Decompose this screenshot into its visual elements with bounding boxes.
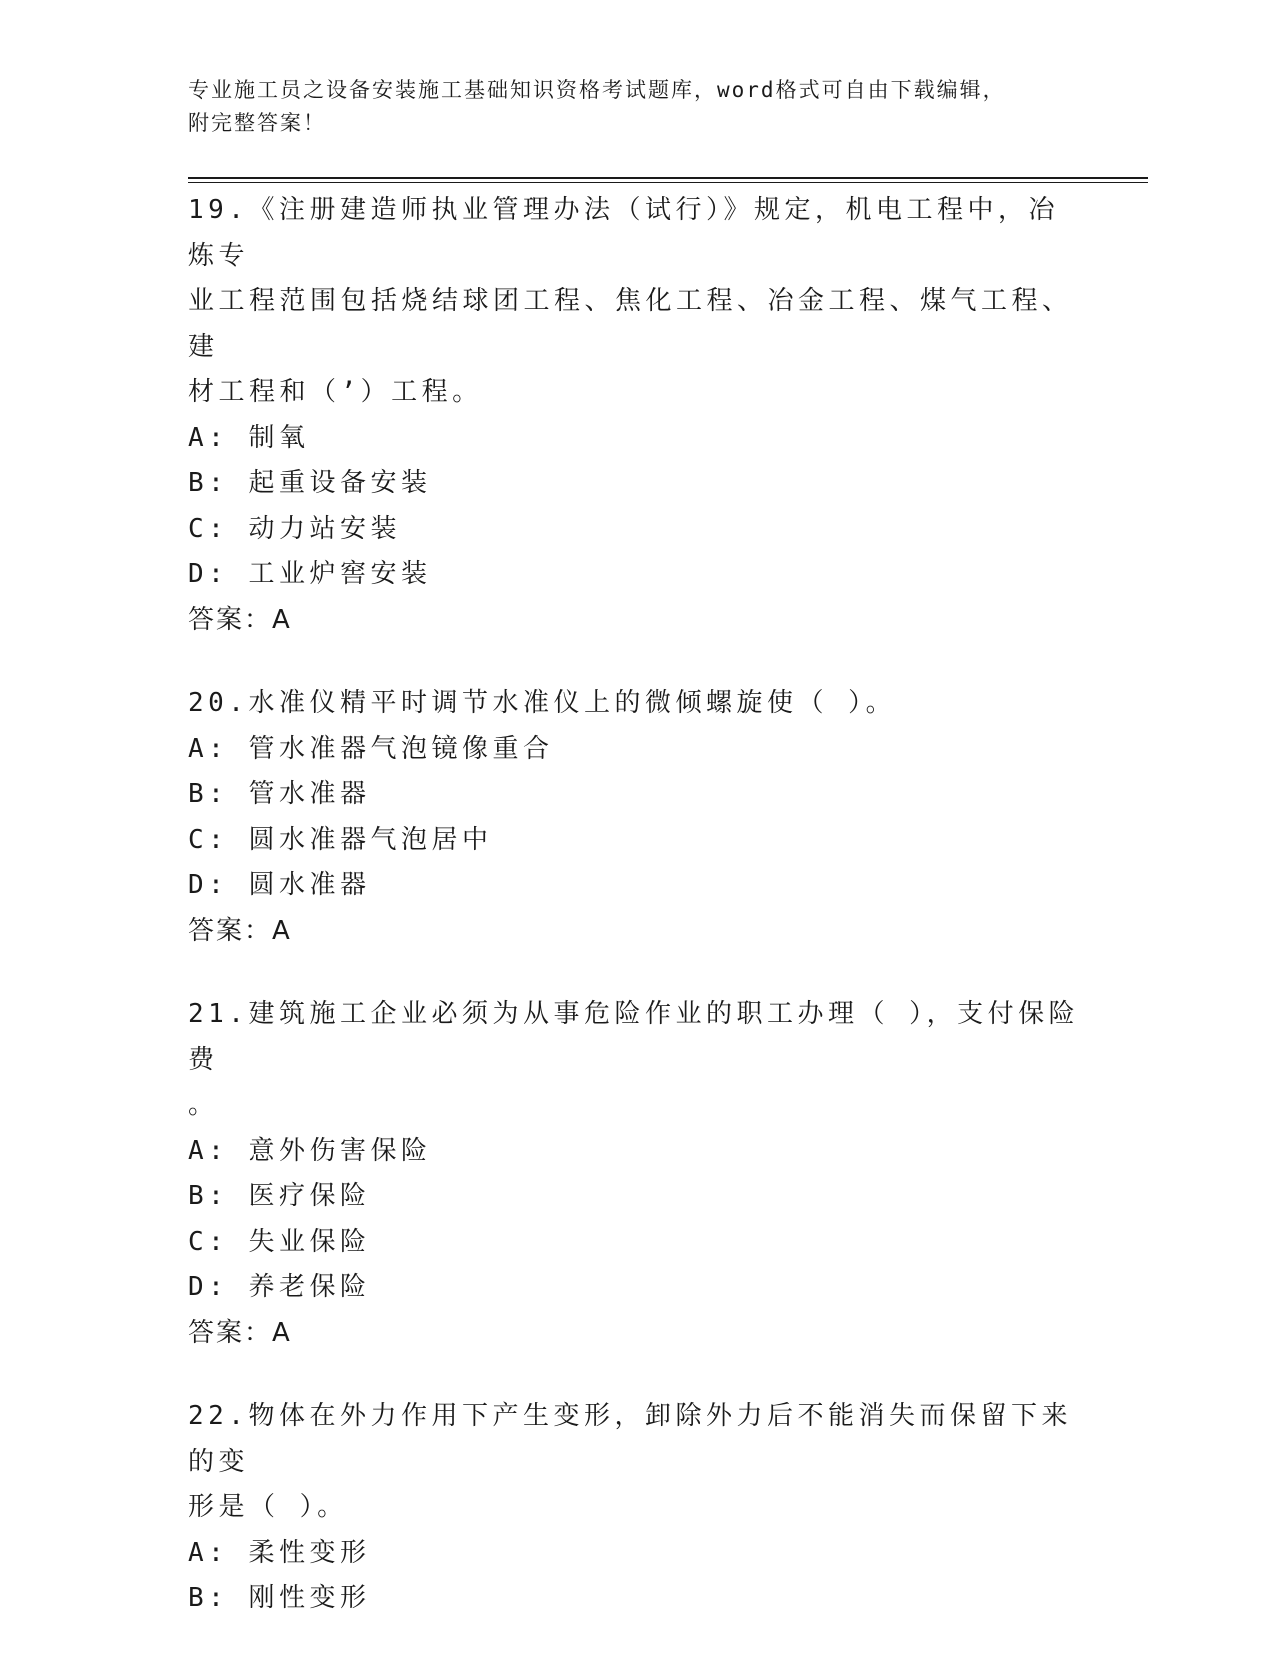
- question-text-line: 材工程和（’）工程。: [188, 377, 483, 407]
- option-c: C: 圆水准器气泡居中: [188, 824, 493, 855]
- option-c: C: 失业保险: [188, 1226, 371, 1257]
- question-text-line: 。: [188, 1090, 219, 1120]
- header-divider-thick: [188, 177, 1148, 179]
- question-20: [188, 681, 1088, 954]
- question-list: [188, 188, 1088, 1660]
- answer-line: 答案：A: [188, 915, 292, 946]
- header-line-1: 专业施工员之设备安装施工基础知识资格考试题库，word格式可自由下载编辑，: [188, 78, 1006, 102]
- answer-line: 答案：A: [188, 1317, 292, 1348]
- option-a: A: 柔性变形: [188, 1537, 371, 1568]
- option-b: B: 医疗保险: [188, 1181, 371, 1211]
- header-divider-thin: [188, 182, 1148, 183]
- question-text-line: 19.《注册建造师执业管理办法（试行）》规定，机电工程中，冶炼专: [188, 195, 1059, 271]
- document-header: [188, 74, 1088, 140]
- question-text-line: 业工程范围包括烧结球团工程、焦化工程、冶金工程、煤气工程、建: [188, 286, 1073, 362]
- answer-line: 答案：A: [188, 604, 292, 635]
- option-a: A: 管水准器气泡镜像重合: [188, 733, 554, 764]
- question-text-line: 形是（ ）。: [188, 1492, 348, 1522]
- option-a: A: 制氧: [188, 422, 310, 453]
- question-21: [188, 992, 1088, 1356]
- question-text-line: 20.水准仪精平时调节水准仪上的微倾螺旋使（ ）。: [188, 688, 897, 718]
- option-b: B: 刚性变形: [188, 1583, 371, 1613]
- option-d: D: 工业炉窖安装: [188, 559, 432, 589]
- option-d: D: 圆水准器: [188, 870, 371, 900]
- option-b: B: 管水准器: [188, 779, 371, 809]
- header-line-2: 附完整答案！: [188, 111, 326, 135]
- option-d: D: 养老保险: [188, 1272, 371, 1302]
- question-19: [188, 188, 1088, 643]
- question-text-line: 22.物体在外力作用下产生变形，卸除外力后不能消失而保留下来的变: [188, 1401, 1072, 1477]
- option-a: A: 意外伤害保险: [188, 1135, 432, 1166]
- option-b: B: 起重设备安装: [188, 468, 432, 498]
- question-22: [188, 1394, 1088, 1622]
- option-c: C: 动力站安装: [188, 513, 401, 544]
- question-text-line: 21.建筑施工企业必须为从事危险作业的职工办理（ ），支付保险费: [188, 999, 1080, 1075]
